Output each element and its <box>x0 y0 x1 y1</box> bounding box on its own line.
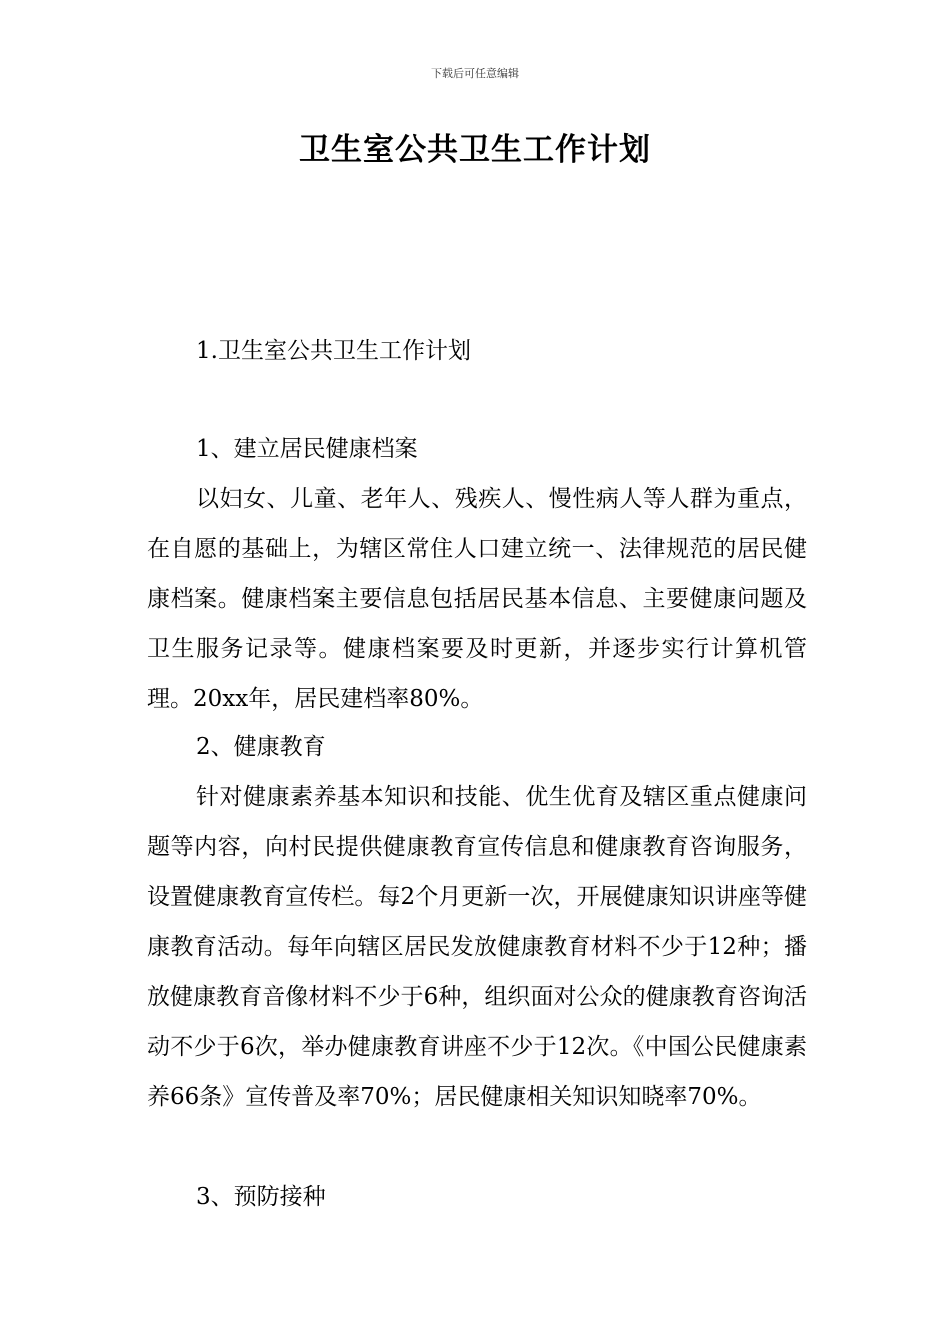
page-header-note: 下载后可任意编辑 <box>431 67 519 80</box>
item-heading-3: 3、预防接种 <box>196 1184 326 1210</box>
section-title: 1.卫生室公共卫生工作计划 <box>196 338 471 364</box>
item-heading-2: 2、健康教育 <box>196 734 326 760</box>
document-title: 卫生室公共卫生工作计划 <box>299 132 651 168</box>
item-heading-1: 1、建立居民健康档案 <box>196 436 418 462</box>
item-body-2: 针对健康素养基本知识和技能、优生优育及辖区重点健康问题等内容，向村民提供健康教育宣传信息和健康教育咨询服务，设置健康教育宣传栏。每2个月更新一次，开展健康知识讲座等健康教育活动。每年向辖区居民发放健康教育材料不少于12种；播放健康教育音像材料不少于6种，组织面对公众的健康教育咨询活动不少于6次，举办健康教育讲座不少于12次。《中国公民健康素养66条》宣传普及率70%；居民健康相关知识知晓率70%。 <box>147 784 807 1110</box>
item-body-1: 以妇女、儿童、老年人、残疾人、慢性病人等人群为重点，在自愿的基础上，为辖区常住人口建立统一、法律规范的居民健康档案。健康档案主要信息包括居民基本信息、主要健康问题及卫生服务记录等。健康档案要及时更新，并逐步实行计算机管理。20xx年，居民建档率80%。 <box>147 486 807 712</box>
